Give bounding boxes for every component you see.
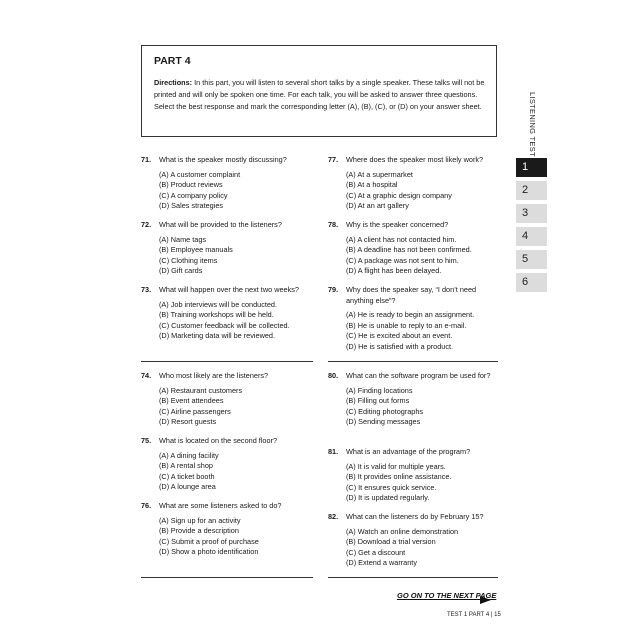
listening-test-label: LISTENING TEST	[528, 92, 537, 157]
question-81	[328, 447, 498, 504]
question-stem	[328, 220, 498, 231]
section-divider	[141, 577, 313, 578]
answer-options	[159, 300, 306, 342]
question-text: What is the speaker mostly discussing?	[159, 155, 287, 164]
question-stem	[141, 220, 311, 231]
right-column-q78	[328, 220, 498, 277]
option-b: (B) Employee manuals	[159, 245, 233, 254]
option-d: (D) Gift cards	[159, 266, 203, 275]
section-divider	[328, 361, 498, 362]
option-c: (C) Airline passengers	[159, 406, 231, 416]
section-divider	[141, 361, 313, 362]
arrow-right-icon	[480, 596, 491, 604]
option-a: (A) Watch an online demonstration	[346, 526, 459, 536]
question-79	[328, 285, 496, 352]
question-number: 75.	[141, 436, 152, 445]
option-c: (C) A company policy	[159, 190, 228, 200]
question-text: Who most likely are the listeners?	[159, 371, 269, 380]
option-a: (A) A customer complaint	[159, 169, 241, 179]
option-d: (D) Extend a warranty	[346, 558, 417, 567]
option-b: (B) He is unable to reply to an e-mail.	[346, 320, 467, 330]
option-a: (A) Sign up for an activity	[159, 515, 241, 525]
option-a: (A) A dining facility	[159, 450, 219, 460]
answer-options	[346, 170, 498, 212]
answer-options	[159, 386, 311, 428]
question-stem	[328, 447, 498, 458]
question-text: Why is the speaker concerned?	[346, 220, 449, 229]
directions-box	[141, 45, 497, 137]
option-d: (D) Sending messages	[346, 417, 421, 426]
question-stem	[328, 155, 498, 166]
question-number: 72.	[141, 220, 152, 229]
question-text: What are some listeners asked to do?	[159, 501, 282, 510]
section-divider	[328, 577, 498, 578]
next-page-text: GO ON TO THE NEXT PAGE	[397, 591, 497, 600]
question-text: What can the software program be used for?	[346, 371, 491, 380]
question-text: What can the listeners do by February 15?	[346, 512, 484, 521]
question-78	[328, 220, 498, 277]
question-82	[328, 512, 498, 569]
option-d: (D) Resort guests	[159, 417, 217, 426]
option-d: (D) He is satisfied with a product.	[346, 341, 454, 351]
option-b: (B) A deadline has not been confirmed.	[346, 245, 472, 254]
option-c: (C) A ticket booth	[159, 471, 215, 481]
option-d: (D) Show a photo identification	[159, 547, 259, 556]
question-stem	[141, 436, 311, 447]
question-text: Where does the speaker most likely work?	[346, 155, 484, 164]
directions-body: In this part, you will listen to several short talks by a single speaker. These talks will not be printed and will only be spoken one time. For each talk, you will be asked to answer three questions. Select the best response and mark the corresponding letter (A), (B), (C), or (D) on your answer sheet.	[154, 78, 485, 111]
option-a: (A) He is ready to begin an assignment.	[346, 310, 475, 319]
option-a: (A) A client has not contacted him.	[346, 234, 457, 244]
option-b: (B) Provide a description	[159, 526, 239, 535]
option-c: (C) He is excited about an event.	[346, 331, 453, 340]
answer-options	[159, 235, 311, 277]
question-stem	[328, 285, 496, 306]
question-text: What is an advantage of the program?	[346, 447, 471, 456]
answer-options	[346, 527, 498, 569]
answer-options	[346, 386, 496, 428]
question-number: 82.	[328, 512, 339, 521]
left-column-q75	[141, 436, 311, 493]
option-b: (B) It provides online assistance.	[346, 472, 452, 481]
question-number: 71.	[141, 155, 152, 164]
question-stem	[328, 371, 496, 382]
question-76	[141, 501, 311, 558]
left-column-block-1	[141, 155, 311, 212]
answer-options	[159, 516, 311, 558]
tab-1: 1	[516, 158, 547, 177]
question-73	[141, 285, 306, 342]
answer-options	[159, 451, 311, 493]
directions-text	[154, 77, 486, 113]
option-c: (C) It ensures quick service.	[346, 482, 437, 492]
question-number: 78.	[328, 220, 339, 229]
answer-options	[159, 170, 311, 212]
right-column-q80	[328, 371, 496, 428]
option-d: (D) It is updated regularly.	[346, 493, 430, 502]
section-tabs	[516, 158, 547, 296]
answer-options	[346, 310, 496, 352]
option-c: (C) Submit a proof of purchase	[159, 536, 259, 546]
right-column-q81	[328, 447, 498, 504]
question-number: 80.	[328, 371, 339, 380]
question-71	[141, 155, 311, 212]
question-number: 76.	[141, 501, 152, 510]
tab-2: 2	[516, 181, 547, 200]
option-a: (A) Job interviews will be conducted.	[159, 299, 278, 309]
option-a: (A) It is valid for multiple years.	[346, 461, 446, 471]
tab-3: 3	[516, 204, 547, 223]
question-text: What is located on the second floor?	[159, 436, 278, 445]
option-d: (D) A lounge area	[159, 482, 216, 491]
answer-options	[346, 235, 498, 277]
right-column-q77	[328, 155, 498, 212]
option-a: (A) At a supermarket	[346, 169, 413, 179]
option-b: (B) A rental shop	[159, 461, 213, 470]
page-reference: TEST 1 PART 4 | 15	[447, 612, 501, 618]
option-b: (B) At a hospital	[346, 180, 398, 189]
question-74	[141, 371, 311, 428]
question-75	[141, 436, 311, 493]
option-d: (D) Sales strategies	[159, 201, 224, 210]
tab-6: 6	[516, 273, 547, 292]
question-stem	[141, 501, 311, 512]
option-a: (A) Finding locations	[346, 385, 413, 395]
option-c: (C) Clothing items	[159, 255, 218, 265]
part-title: PART 4	[154, 55, 191, 67]
option-c: (C) Get a discount	[346, 547, 406, 557]
option-a: (A) Restaurant customers	[159, 385, 243, 395]
option-c: (C) Editing photographs	[346, 406, 424, 416]
tab-4: 4	[516, 227, 547, 246]
question-text: Why does the speaker say, “I don’t need anything else”?	[346, 285, 477, 305]
option-a: (A) Name tags	[159, 234, 207, 244]
question-text: What will happen over the next two weeks?	[159, 285, 299, 294]
option-d: (D) A flight has been delayed.	[346, 266, 442, 275]
question-number: 77.	[328, 155, 339, 164]
right-column-q82	[328, 512, 498, 569]
question-stem	[328, 512, 498, 523]
question-number: 73.	[141, 285, 152, 294]
question-77	[328, 155, 498, 212]
left-column-q72	[141, 220, 311, 277]
question-72	[141, 220, 311, 277]
option-c: (C) Customer feedback will be collected.	[159, 320, 290, 330]
directions-label: Directions:	[154, 78, 193, 87]
option-b: (B) Download a trial version	[346, 537, 436, 546]
tab-5: 5	[516, 250, 547, 269]
question-stem	[141, 285, 306, 296]
left-column-q76	[141, 501, 311, 558]
question-stem	[141, 371, 311, 382]
option-b: (B) Product reviews	[159, 180, 223, 189]
option-b: (B) Filling out forms	[346, 396, 410, 405]
option-c: (C) At a graphic design company	[346, 190, 452, 200]
question-stem	[141, 155, 311, 166]
question-number: 81.	[328, 447, 339, 456]
question-number: 79.	[328, 285, 339, 294]
left-column-q73	[141, 285, 306, 342]
left-column-q74	[141, 371, 311, 428]
question-number: 74.	[141, 371, 152, 380]
option-b: (B) Training workshops will be held.	[159, 310, 274, 319]
option-b: (B) Event attendees	[159, 396, 224, 405]
question-text: What will be provided to the listeners?	[159, 220, 282, 229]
option-c: (C) A package was not sent to him.	[346, 255, 459, 265]
right-column-q79	[328, 285, 496, 352]
question-80	[328, 371, 496, 428]
option-d: (D) Marketing data will be reviewed.	[159, 331, 275, 340]
option-d: (D) At an art gallery	[346, 201, 409, 210]
answer-options	[346, 462, 498, 504]
